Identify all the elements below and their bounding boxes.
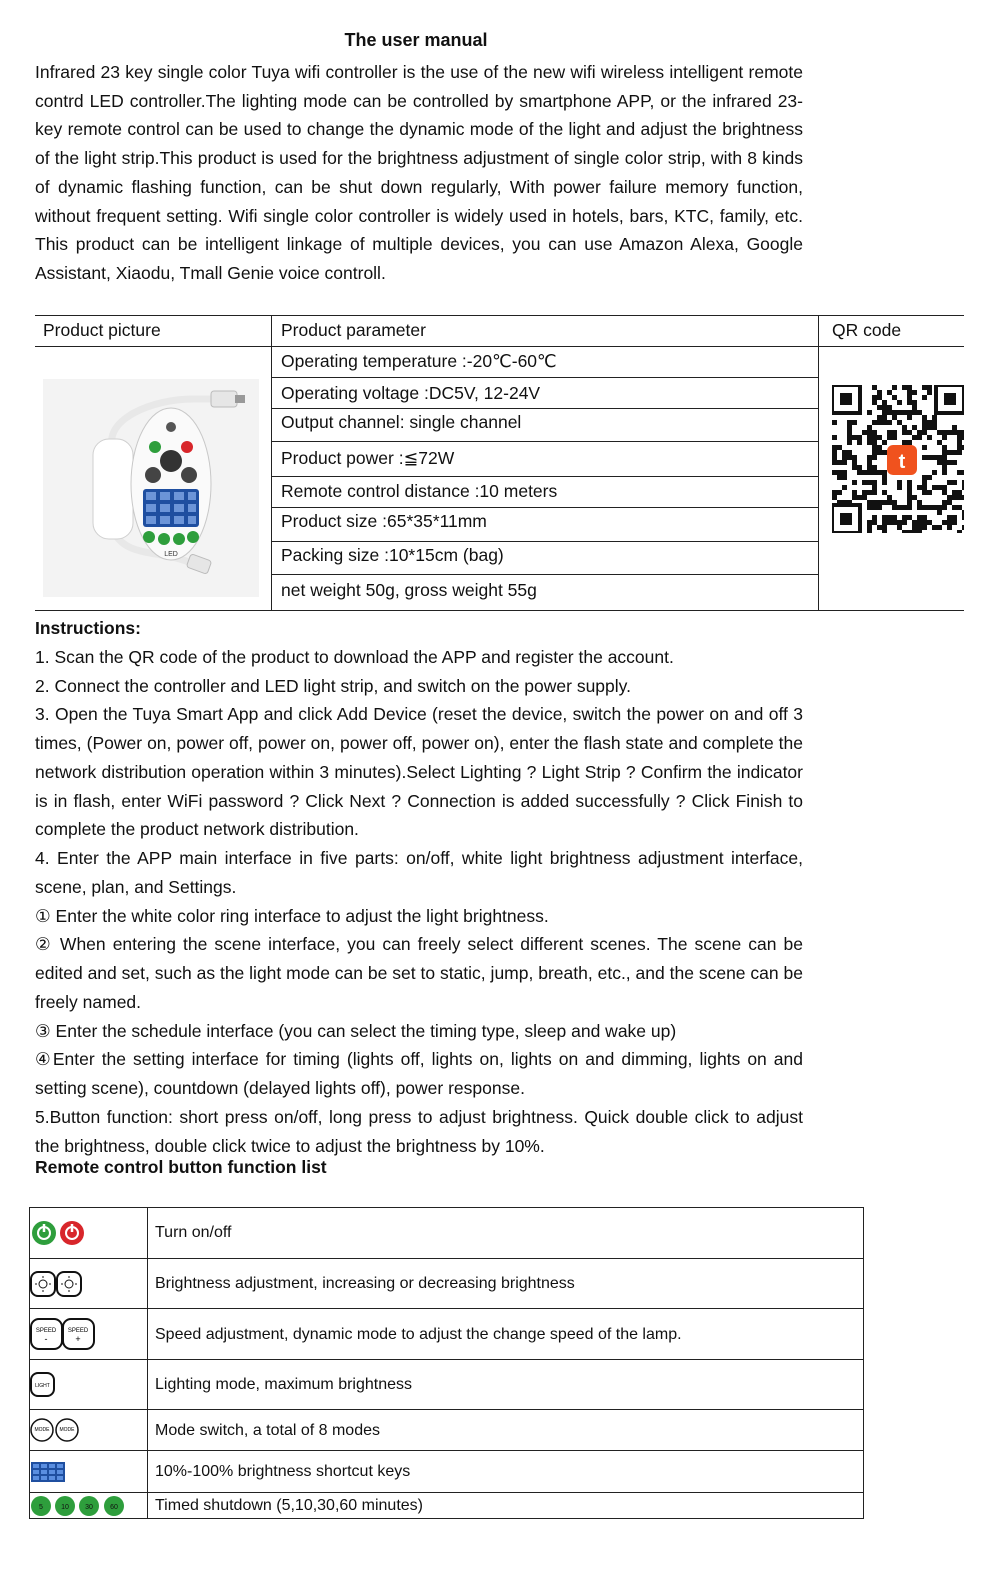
row-desc: Turn on/off <box>155 1224 232 1241</box>
svg-text:-: - <box>44 1334 48 1344</box>
qr-code-image <box>832 385 964 533</box>
row-desc: 10%-100% brightness shortcut keys <box>155 1463 411 1480</box>
table-row <box>30 1208 863 1258</box>
speed-buttons-icon <box>30 1317 96 1351</box>
light-button-icon <box>30 1372 56 1398</box>
instructions-header: Instructions: <box>35 618 141 638</box>
intro-paragraph: Infrared 23 key single color Tuya wifi controller is the use of the new wifi wireless intelligent remote contrd LED controller.The lighting mode can be controlled by smartphone APP, or the infrared 23-key remote control can be used to change the dynamic mode of the light and adjust the brightness of the light strip.This product is used for the brightness adjustment of single color strip, with 8 kinds of dynamic flashing function, can be shut down regularly, With power failure memory function, without frequent setting. Wifi single color controller is widely used in hotels, bars, KTC, family, etc. This product can be intelligent linkage of multiple devices, you can use Amazon Alexa, Google Assistant, Xiaodu, Tmall Genie voice controll. <box>35 62 803 283</box>
mode-buttons-icon <box>30 1417 82 1443</box>
tuya-logo-letter: t <box>898 451 906 473</box>
product-table <box>35 315 964 611</box>
header-product-parameter: Product parameter <box>281 320 426 340</box>
product-photo <box>43 379 259 597</box>
table-row <box>30 1409 863 1451</box>
row-desc: Brightness adjustment, increasing or decreasing brightness <box>155 1275 575 1292</box>
table-row <box>30 1492 863 1519</box>
instructions-section <box>35 614 803 1160</box>
param-packing-size: Packing size :10*15cm (bag) <box>281 545 504 565</box>
light-label: LIGHT <box>35 1383 50 1389</box>
remote-label: LED <box>164 551 178 558</box>
table-row <box>30 1258 863 1309</box>
mode-plus-label: MODE <box>59 1427 75 1433</box>
param-weight: net weight 50g, gross weight 55g <box>281 580 537 600</box>
page-title: The user manual <box>344 30 488 50</box>
header-qr-code: QR code <box>832 320 902 340</box>
timer-5-label: 5 <box>39 1504 43 1511</box>
timer-buttons-icon <box>30 1495 128 1517</box>
instruction-step: 1. Scan the QR code of the product to download the APP and register the account. <box>35 646 674 667</box>
param-operating-voltage: Operating voltage :DC5V, 12-24V <box>281 383 541 403</box>
table-row <box>30 1308 863 1360</box>
timer-60-label: 60 <box>110 1504 118 1511</box>
row-desc: Timed shutdown (5,10,30,60 minutes) <box>155 1497 423 1514</box>
instruction-step: ④Enter the setting interface for timing (lights off, lights on, lights on and dimming, lights on and setting scene), countdown (delayed lights off), power response. <box>35 1049 803 1098</box>
instruction-step: ② When entering the scene interface, you can freely select different scenes. The scene can be edited and set, such as the light mode can be set to static, jump, breath, etc., and the scene can be freely named. <box>35 934 803 1012</box>
row-desc: Lighting mode, maximum brightness <box>155 1376 413 1393</box>
table-row <box>30 1450 863 1493</box>
remote-function-header: Remote control button function list <box>35 1157 327 1177</box>
instruction-step: 5.Button function: short press on/off, long press to adjust brightness. Quick double click to adjust the brightness, double click twice to adjust the brightness by 10%. <box>35 1106 803 1156</box>
param-product-size: Product size :65*35*11mm <box>281 511 487 531</box>
param-product-power: Product power :≦72W <box>281 448 455 468</box>
row-desc: Speed adjustment, dynamic mode to adjust the change speed of the lamp. <box>155 1325 682 1343</box>
table-row <box>30 1359 863 1410</box>
svg-text:+: + <box>75 1334 81 1344</box>
remote-function-table <box>29 1207 864 1519</box>
timer-10-label: 10 <box>61 1504 69 1511</box>
brightness-grid-icon <box>31 1462 65 1482</box>
instruction-step: ① Enter the white color ring interface to adjust the light brightness. <box>35 905 549 926</box>
param-output-channel: Output channel: single channel <box>281 412 522 432</box>
row-desc: Mode switch, a total of 8 modes <box>155 1421 380 1439</box>
speed-plus-label: SPEED <box>67 1328 89 1334</box>
timer-30-label: 30 <box>85 1504 93 1511</box>
instruction-step: 2. Connect the controller and LED light strip, and switch on the power supply. <box>35 675 631 696</box>
param-remote-distance: Remote control distance :10 meters <box>281 481 558 501</box>
speed-minus-label: SPEED <box>35 1328 57 1334</box>
brightness-buttons-icon <box>30 1271 84 1297</box>
mode-minus-label: MODE <box>34 1427 50 1433</box>
instruction-step: ③ Enter the schedule interface (you can select the timing type, sleep and wake up) <box>35 1020 677 1041</box>
instruction-step: 4. Enter the APP main interface in five parts: on/off, white light brightness adjustment interface, scene, plan, and Settings. <box>35 848 803 897</box>
param-operating-temperature: Operating temperature :-20℃-60℃ <box>281 351 557 371</box>
header-product-picture: Product picture <box>43 320 161 340</box>
instruction-step: 3. Open the Tuya Smart App and click Add Device (reset the device, switch the power on and off 3 times, (Power on, power off, power on, power off, power on), enter the flash state and complete the network distribution operation within 3 minutes).Select Lighting ? Light Strip ? Confirm the indicator is in flash, enter WiFi password ? Click Next ? Connection is added successfully ? Click Finish to complete the product network distribution. <box>35 704 803 840</box>
power-buttons-icon <box>31 1220 87 1246</box>
